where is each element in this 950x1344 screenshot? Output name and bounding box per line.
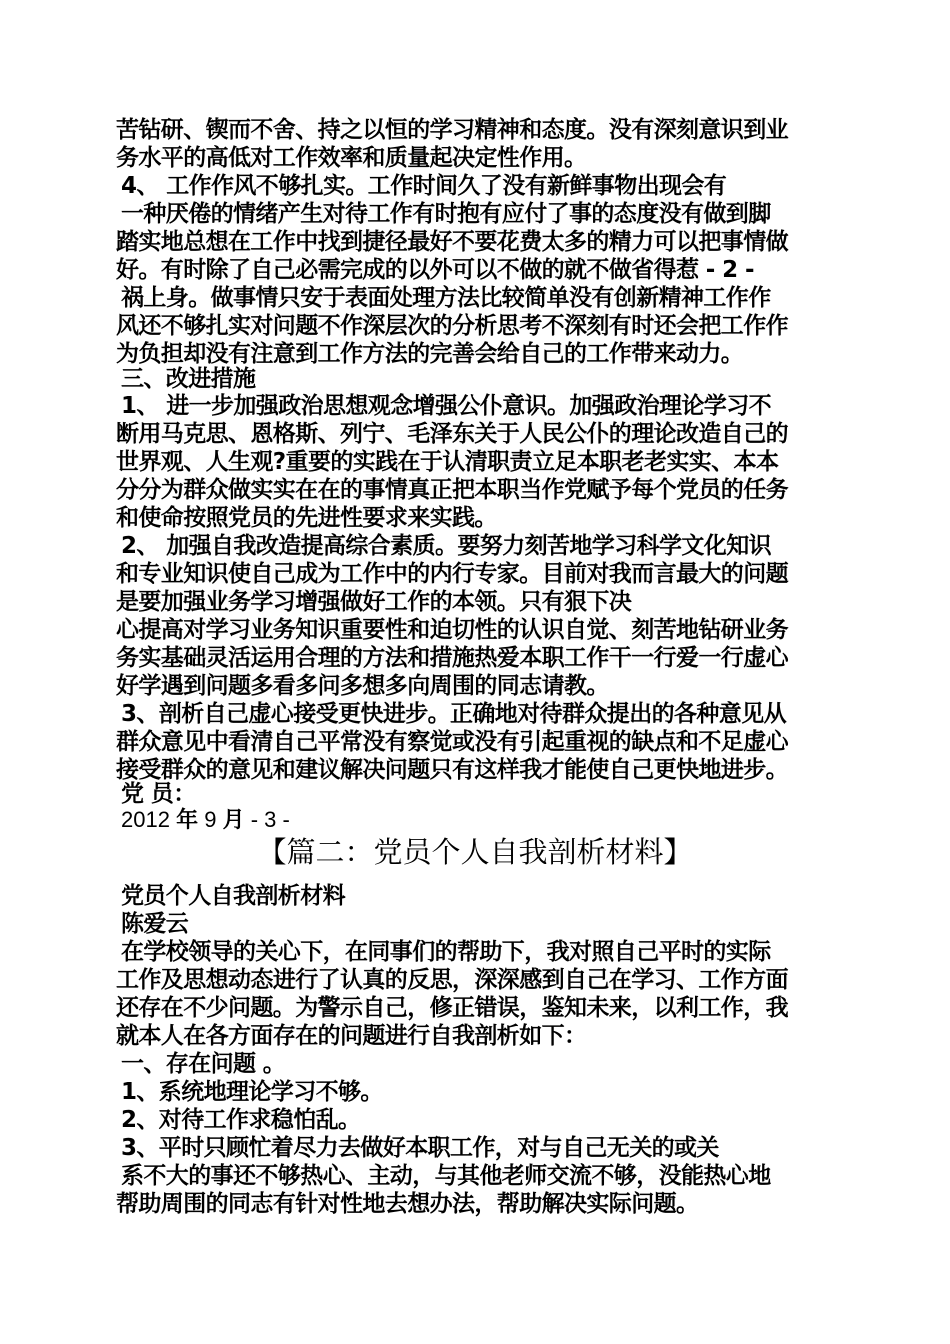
text-line: 祸上身。做事情只安于表面处理方法比较简单没有创新精神工作作 [121, 285, 771, 311]
text-line: 系不大的事还不够热心、主动，与其他老师交流不够，没能热心地 [121, 1163, 771, 1189]
list-item: 2、对待工作求稳怕乱。 [121, 1107, 361, 1133]
date-year-unit: 年 [176, 808, 199, 833]
date-month-unit: 月 [222, 808, 245, 833]
text-line: 2、 加强自我改造提高综合素质。要努力刻苦地学习科学文化知识 [121, 533, 772, 559]
date-year: 2012 [121, 807, 170, 832]
text-line: 1、 进一步加强政治思想观念增强公仆意识。加强政治理论学习不 [121, 393, 772, 419]
text-line: 3、剖析自己虚心接受更快进步。正确地对待群众提出的各种意见从 [121, 701, 787, 727]
text-line: 群众意见中看清自己平常没有察觉或没有引起重视的缺点和不足虚心 [116, 729, 789, 755]
date-line [121, 806, 290, 835]
text-line: 和使命按照党员的先进性要求来实践。 [116, 505, 497, 531]
text-line: 心提高对学习业务知识重要性和迫切性的认识自觉、刻苦地钻研业务 [116, 617, 789, 643]
text-line: 踏实地总想在工作中找到捷径最好不要花费太多的精力可以把事情做 [116, 229, 789, 255]
section-heading: 一、存在问题 。 [121, 1051, 286, 1077]
text-line: 风还不够扎实对问题不作深层次的分析思考不深刻有时还会把工作作 [116, 313, 789, 339]
text-line: 和专业知识使自己成为工作中的内行专家。目前对我而言最大的问题 [116, 561, 789, 587]
text-line: 一种厌倦的情绪产生对待工作有时抱有应付了事的态度没有做到脚 [121, 201, 771, 227]
list-item: 3、平时只顾忙着尽力去做好本职工作，对与自己无关的或关 [121, 1135, 719, 1161]
section-heading: 三、改进措施 [121, 366, 256, 392]
list-item: 1、系统地理论学习不够。 [121, 1079, 383, 1105]
page-number: - 3 - [250, 807, 290, 832]
text-line: 在学校领导的关心下，在同事们的帮助下，我对照自己平时的实际 [121, 939, 771, 965]
text-line: 就本人在各方面存在的问题进行自我剖析如下： [116, 1023, 587, 1049]
text-line: 接受群众的意见和建议解决问题只有这样我才能使自己更快地进步。 [116, 757, 789, 783]
text-line: 苦钻研、锲而不舍、持之以恒的学习精神和态度。没有深刻意识到业 [116, 117, 789, 143]
text-line: 帮助周围的同志有针对性地去想办法，帮助解决实际问题。 [116, 1191, 699, 1217]
text-line: 断用马克思、恩格斯、列宁、毛泽东关于人民公仆的理论改造自己的 [116, 421, 789, 447]
part-heading: 【篇二：党员个人自我剖析材料】 [257, 835, 693, 869]
text-line: 好。有时除了自己必需完成的以外可以不做的就不做省得惹 - 2 - [116, 257, 754, 283]
text-line: 工作及思想动态进行了认真的反思，深深感到自己在学习、工作方面 [116, 967, 789, 993]
text-line: 是要加强业务学习增强做好工作的本领。只有狠下决 [116, 589, 632, 615]
signature-label: 党 员： [121, 781, 196, 807]
document-title: 党员个人自我剖析材料 [121, 883, 346, 909]
text-line: 务水平的高低对工作效率和质量起决定性作用。 [116, 145, 587, 171]
text-line: 为负担却没有注意到工作方法的完善会给自己的工作带来动力。 [116, 341, 744, 367]
text-line: 4、 工作作风不够扎实。工作时间久了没有新鲜事物出现会有 [121, 173, 727, 199]
text-line: 世界观、人生观?重要的实践在于认清职责立足本职老老实实、本本 [116, 449, 779, 475]
author-name: 陈爱云 [121, 911, 189, 937]
text-line: 务实基础灵活运用合理的方法和措施热爱本职工作干一行爱一行虚心 [116, 645, 789, 671]
text-line: 好学遇到问题多看多问多想多向周围的同志请教。 [116, 673, 609, 699]
text-line: 分分为群众做实实在在的事情真正把本职当作党赋予每个党员的任务 [116, 477, 789, 503]
date-month: 9 [204, 807, 217, 832]
text-line: 还存在不少问题。为警示自己，修正错误，鉴知未来，以利工作，我 [116, 995, 789, 1021]
